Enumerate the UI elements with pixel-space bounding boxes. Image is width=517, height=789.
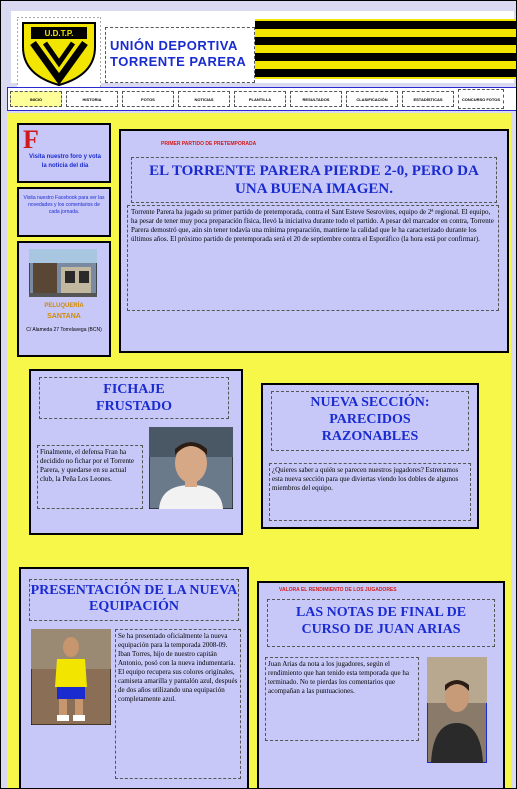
notas-body: Juan Arias da nota a los jugadores, según el rendimiento que han tenido esta temporada que ha terminado. No te pierdas los comentarios que acompañan a las puntuaciones. [268,660,409,695]
sponsor-name-line2: SANTANA [47,313,81,320]
seccion-body-box [269,463,471,521]
main-nav [7,87,517,111]
nav-tab-plantilla[interactable]: PLANTILLA [234,91,286,107]
fichaje-headline[interactable]: FICHAJE FRUSTADO [96,382,172,414]
seccion-headline-box [271,391,469,451]
forum-promo[interactable] [17,123,111,183]
notas-body-box [265,657,419,741]
nav-tab-historia[interactable]: HISTORIA [66,91,118,107]
header [11,11,514,83]
equipacion-headline-box [29,579,239,621]
forum-letter-icon: F [23,125,39,154]
seccion-article [261,383,479,529]
nav-tab-concurso-fotos[interactable]: CONCURSO FOTOS [458,89,504,109]
header-stripes [255,19,517,79]
fichaje-body-box [37,445,143,509]
club-crest-logo[interactable] [17,17,101,89]
main-article-kicker: PRIMER PARTIDO DE PRETEMPORADA [161,141,257,147]
fichaje-player-photo [149,427,233,509]
main-article-headline[interactable]: EL TORRENTE PARERA PIERDE 2-0, PERO DA UNA BUENA IMAGEN. [149,163,479,197]
svg-text:U.D.T.P.: U.D.T.P. [44,29,74,38]
nav-tab-noticias[interactable]: NOTICIAS [178,91,230,107]
club-title-line1: UNIÓN DEPORTIVA [110,38,238,53]
sponsor-photo [29,249,97,297]
equipacion-body: Se ha presentado oficialmente la nueva equipación para la temporada 2008-09. Iban Torres, hijo de nuestro capitán Antonio, posó con la nueva indumentaria. El equipo recupera sus colores originales, camiseta amarilla y pantalón azul, después de dos años utilizando una equipación completamente azul. [118,632,238,703]
equipacion-player-photo [31,629,111,725]
fichaje-article [29,369,243,535]
equipacion-article [19,567,249,789]
club-title-line2: TORRENTE PARERA [110,54,247,69]
equipacion-headline[interactable]: PRESENTACIÓN DE LA NUEVA EQUIPACIÓN [30,583,238,614]
seccion-body: ¿Quieres saber a quién se parecen nuestros jugadores? Estrenamos esta nueva sección para que diviertas viendo los dobles de algunos miembros del equipo. [272,466,459,492]
nav-tab-estadisticas[interactable]: ESTADÍSTICAS [402,91,454,107]
main-content [7,113,511,789]
nav-tab-resultados[interactable]: RESULTADOS [290,91,342,107]
notas-article [257,581,505,789]
club-title [105,27,255,83]
fichaje-body: Finalmente, el defensa Fran ha decidido no fichar por el Torrente Parera, y quedarse en su actual club, la Peña Los Leones. [40,448,135,483]
sponsor-name-line1: PELUQUERÍA [44,303,84,309]
main-article-body-box [127,205,499,311]
nav-tab-inicio[interactable]: INICIO [10,91,62,107]
nav-tab-fotos[interactable]: FOTOS [122,91,174,107]
notas-headline-box [267,599,495,647]
sponsor-box[interactable] [17,241,111,357]
notas-journalist-photo [427,657,487,763]
main-article-body: Torrente Parera ha jugado su primer partido de pretemporada, contra el Sant Esteve Sesrovires, equipo de 2ª regional. El equipo, ha pesar de tener muy poca preparación física, llevó la iniciativa durante todo el partido. A pesar del marcador en contra, Torrente Parera demostró que, aún sin tener todavía una mínima preparación, mantiene la calidad que le ha caracterizado durante los últimos años. El próximo partido de pretemporada será el 20 de septiembre contra el Esporáfico (la hora está por confirmar). [131,208,494,243]
notas-kicker: VALORA EL RENDIMIENTO DE LOS JUGADORES [279,587,397,593]
seccion-headline[interactable]: NUEVA SECCIÓN: PARECIDOS RAZONABLES [310,395,430,444]
main-article-headline-box [131,157,497,203]
equipacion-body-box [115,629,241,779]
sponsor-address: C/ Alameda 27 Torrelavega (BCN) [26,327,102,333]
notas-headline[interactable]: LAS NOTAS DE FINAL DE CURSO DE JUAN ARIAS [295,605,467,637]
facebook-promo[interactable] [17,187,111,237]
forum-promo-text: Visita nuestro foro y vota la noticia del día [29,154,101,169]
facebook-promo-text: Visita nuestro Facebook para ver las novedades y los comentarios de cada jornada. [23,195,105,215]
main-article [119,129,509,353]
nav-tab-clasificacion[interactable]: CLASIFICACIÓN [346,91,398,107]
fichaje-headline-box [39,377,229,419]
